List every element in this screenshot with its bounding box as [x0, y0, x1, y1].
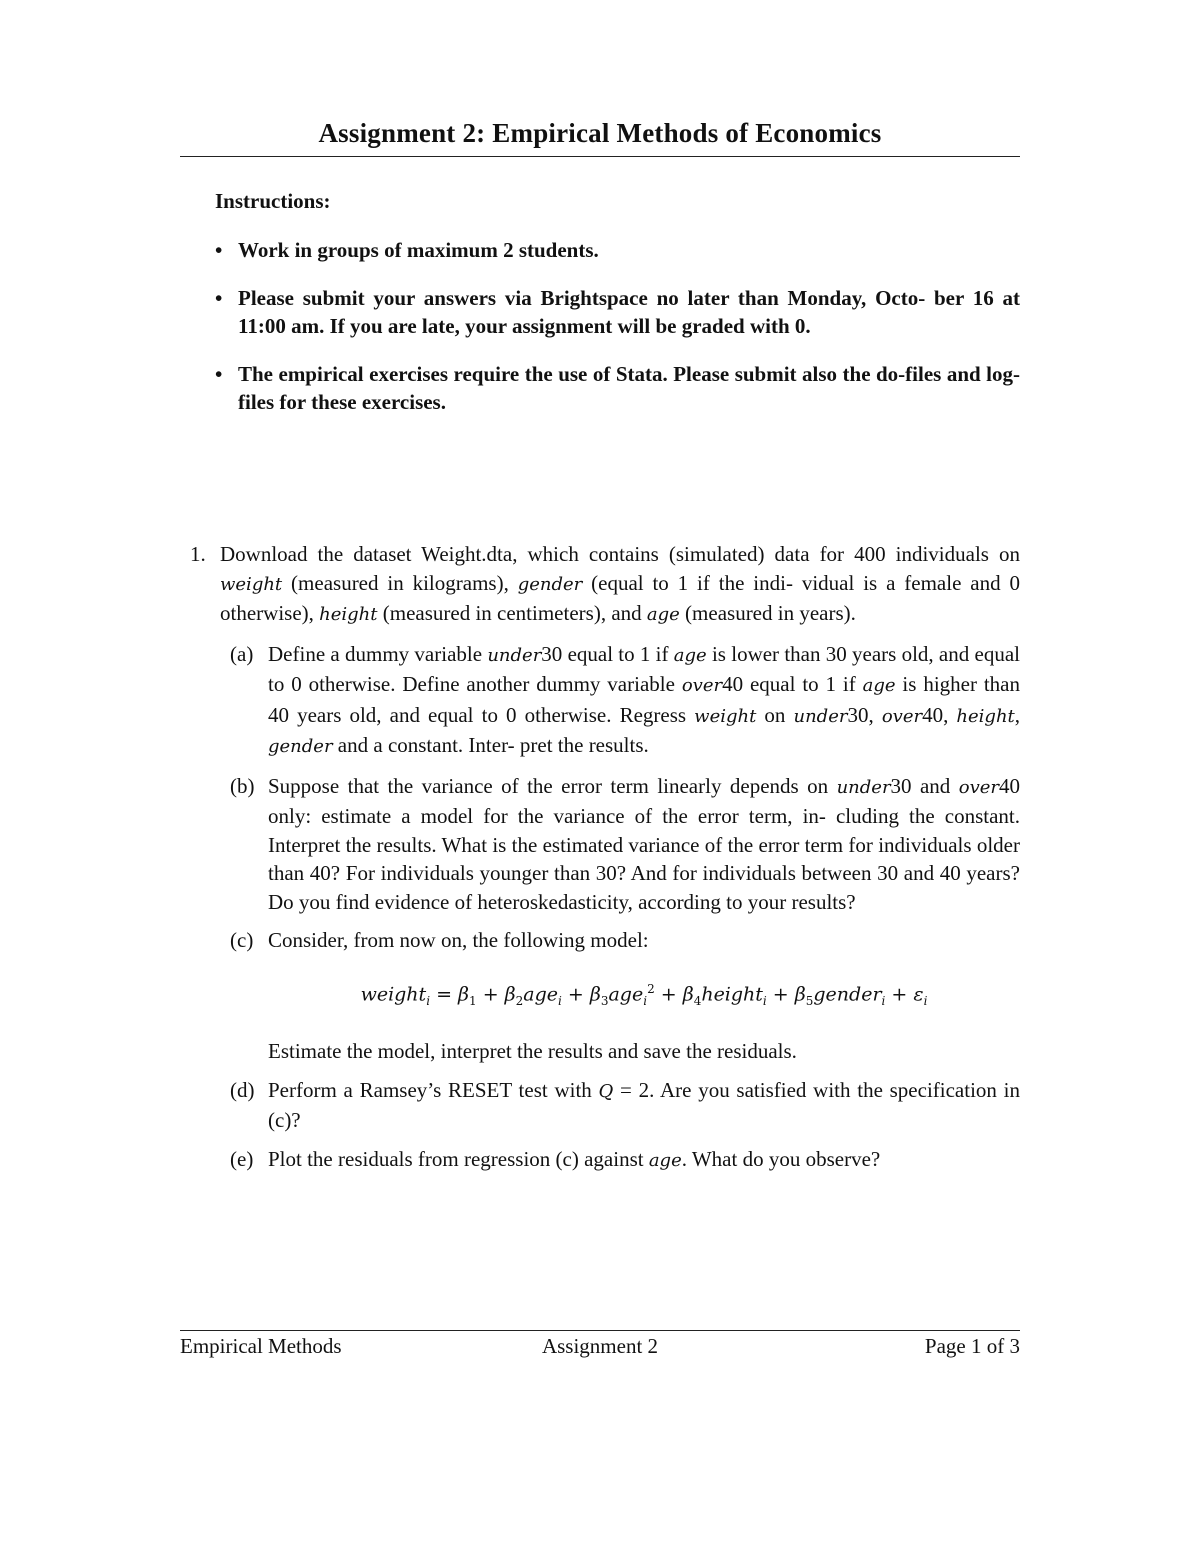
- eq-subscript: 5: [805, 993, 814, 1008]
- instruction-text: The empirical exercises require the use of Stata. Please submit also the do-files and log-files for these exercises.: [238, 361, 1020, 414]
- variable: over: [681, 675, 723, 696]
- variable: weight: [694, 705, 757, 727]
- instruction-item: [215, 284, 1020, 341]
- eq-operator: +: [561, 982, 590, 1005]
- text-run: Suppose that the variance of the error term linearly depends on: [268, 773, 837, 798]
- variable: height: [956, 705, 1015, 727]
- text-run: (equal to 1 if the indi- vidual is a female and 0 otherwise),: [220, 570, 1020, 625]
- eq-term: β: [682, 982, 694, 1005]
- bullet-icon: •: [215, 285, 223, 310]
- text-run: on: [756, 702, 794, 727]
- text-run: (measured in years).: [679, 601, 856, 625]
- page-title: Assignment 2: Empirical Methods of Economics: [318, 118, 882, 148]
- variable: height: [319, 604, 378, 625]
- text-run: and: [911, 773, 959, 798]
- instruction-text: Work in groups of maximum 2 students.: [238, 238, 599, 262]
- question-intro: [220, 540, 1020, 630]
- instruction-text: Please submit your answers via Brightspace no later than Monday, Octo- ber 16 at 11:00 am. If you are late, your assignment will be graded with 0.: [238, 285, 1020, 338]
- eq-term: ε: [913, 982, 924, 1005]
- eq-subscript: 4: [693, 993, 702, 1008]
- subquestion-c: [230, 926, 1020, 1066]
- subquestion-label: (c): [230, 928, 254, 952]
- page-footer: [180, 1334, 1020, 1362]
- eq-subscript: 1: [469, 993, 477, 1008]
- eq-operator: +: [654, 982, 683, 1005]
- variable: age: [673, 644, 707, 666]
- subquestion-label: (d): [230, 1077, 255, 1102]
- eq-term: height: [701, 982, 763, 1005]
- text-run: Define a dummy variable: [268, 641, 488, 666]
- variable: weight: [220, 573, 283, 595]
- text-run: . What do you observe?: [681, 1146, 881, 1171]
- variable: over: [958, 776, 999, 798]
- eq-term: β: [504, 982, 516, 1005]
- subquestion-label: (b): [230, 773, 255, 798]
- eq-term: age: [523, 982, 559, 1005]
- variable: gender: [517, 573, 583, 595]
- text-run: 30: [847, 702, 869, 727]
- eq-operator: +: [885, 982, 914, 1005]
- eq-term: β: [589, 982, 601, 1005]
- title-rule: [180, 156, 1020, 157]
- eq-subscript: i: [426, 993, 431, 1008]
- variable: Q: [598, 1080, 614, 1102]
- subquestion-label: (a): [230, 641, 254, 666]
- subquestion-d: [230, 1076, 1020, 1135]
- instruction-item: [215, 360, 1020, 417]
- text-run: 40: [722, 672, 744, 696]
- eq-term: weight: [360, 982, 427, 1005]
- text-run: is higher than 40 years old, and equal to 0 otherwise. Regress: [268, 672, 1021, 727]
- eq-operator: +: [766, 982, 795, 1005]
- text-run: (measured in kilograms),: [282, 570, 518, 595]
- page-number: Page 1 of 3: [924, 1334, 1020, 1358]
- eq-term: β: [794, 982, 806, 1005]
- eq-subscript: i: [762, 993, 767, 1008]
- eq-subscript: 3: [600, 993, 609, 1008]
- text-run: ,: [943, 702, 957, 727]
- eq-operator: +: [476, 982, 505, 1005]
- text-run: 30: [890, 773, 912, 798]
- instructions-label: Instructions:: [215, 189, 331, 213]
- variable: under: [487, 644, 542, 666]
- model-equation: [268, 975, 1020, 1016]
- footer-center: Assignment 2: [541, 1334, 659, 1358]
- instructions-list: [215, 236, 1020, 436]
- question-1: [190, 540, 1020, 1175]
- text-run: Plot the residuals from regression (c) against: [268, 1146, 649, 1171]
- eq-subscript: i: [881, 993, 886, 1008]
- eq-subscript: 2: [515, 993, 524, 1008]
- text-run: ,: [868, 702, 882, 727]
- variable: age: [646, 604, 680, 625]
- eq-term: age: [608, 982, 644, 1005]
- text-run: = 2. Are you satisfied with the specification in (c)?: [268, 1077, 1020, 1133]
- subquestion-b: [230, 772, 1020, 917]
- text-run: equal to 1 if: [743, 672, 863, 696]
- eq-operator: =: [430, 982, 459, 1005]
- eq-subscript: i: [558, 993, 562, 1008]
- text-run: equal to 1 if: [562, 641, 674, 666]
- bullet-icon: •: [215, 361, 223, 386]
- text-run: 30: [541, 641, 563, 666]
- text-run: Download the dataset Weight.dta, which contains (simulated) data for 400 individuals on: [220, 542, 1020, 566]
- variable: age: [862, 675, 896, 696]
- text-run: 40: [922, 702, 944, 727]
- variable: over: [881, 705, 923, 727]
- eq-subscript: i: [923, 993, 928, 1008]
- text-run: (measured in centimeters), and: [377, 601, 647, 625]
- variable: under: [836, 776, 891, 798]
- variable: age: [648, 1149, 682, 1171]
- eq-term: gender: [813, 982, 882, 1005]
- question-number: 1.: [190, 542, 206, 566]
- text-run: 40: [999, 773, 1020, 798]
- text-run: and a constant. Inter- pret the results.: [332, 733, 649, 757]
- text-run: only: estimate a model for the variance of the error term, in- cluding the constant. Interpret the results. What is the estimated variance of the error term for individuals older than 40? For individuals younger than 30? And for individuals between 30 and 40 years? Do you find evidence of heteroskedasticity, according to your results?: [268, 804, 1020, 914]
- text-run: ,: [1014, 702, 1021, 727]
- footer-rule: [180, 1330, 1020, 1331]
- eq-subscript: i: [643, 993, 648, 1008]
- subquestion-a: [230, 640, 1021, 762]
- text-run: Consider, from now on, the following model:: [268, 928, 649, 952]
- bullet-icon: •: [215, 238, 223, 262]
- text-run: Estimate the model, interpret the results and save the residuals.: [268, 1039, 797, 1064]
- text-run: Perform a Ramsey’s RESET test with: [268, 1077, 599, 1102]
- variable: under: [793, 705, 848, 727]
- eq-superscript: 2: [647, 981, 655, 996]
- footer-left: Empirical Methods: [180, 1334, 342, 1358]
- subquestion-e: [230, 1145, 1020, 1176]
- subquestion-label: (e): [230, 1146, 254, 1171]
- eq-term: β: [458, 982, 470, 1005]
- text-run: is lower than 30 years old, and equal to 0 otherwise. Define another dummy variable: [268, 641, 1020, 696]
- variable: gender: [268, 736, 333, 757]
- instruction-item: [215, 236, 1020, 265]
